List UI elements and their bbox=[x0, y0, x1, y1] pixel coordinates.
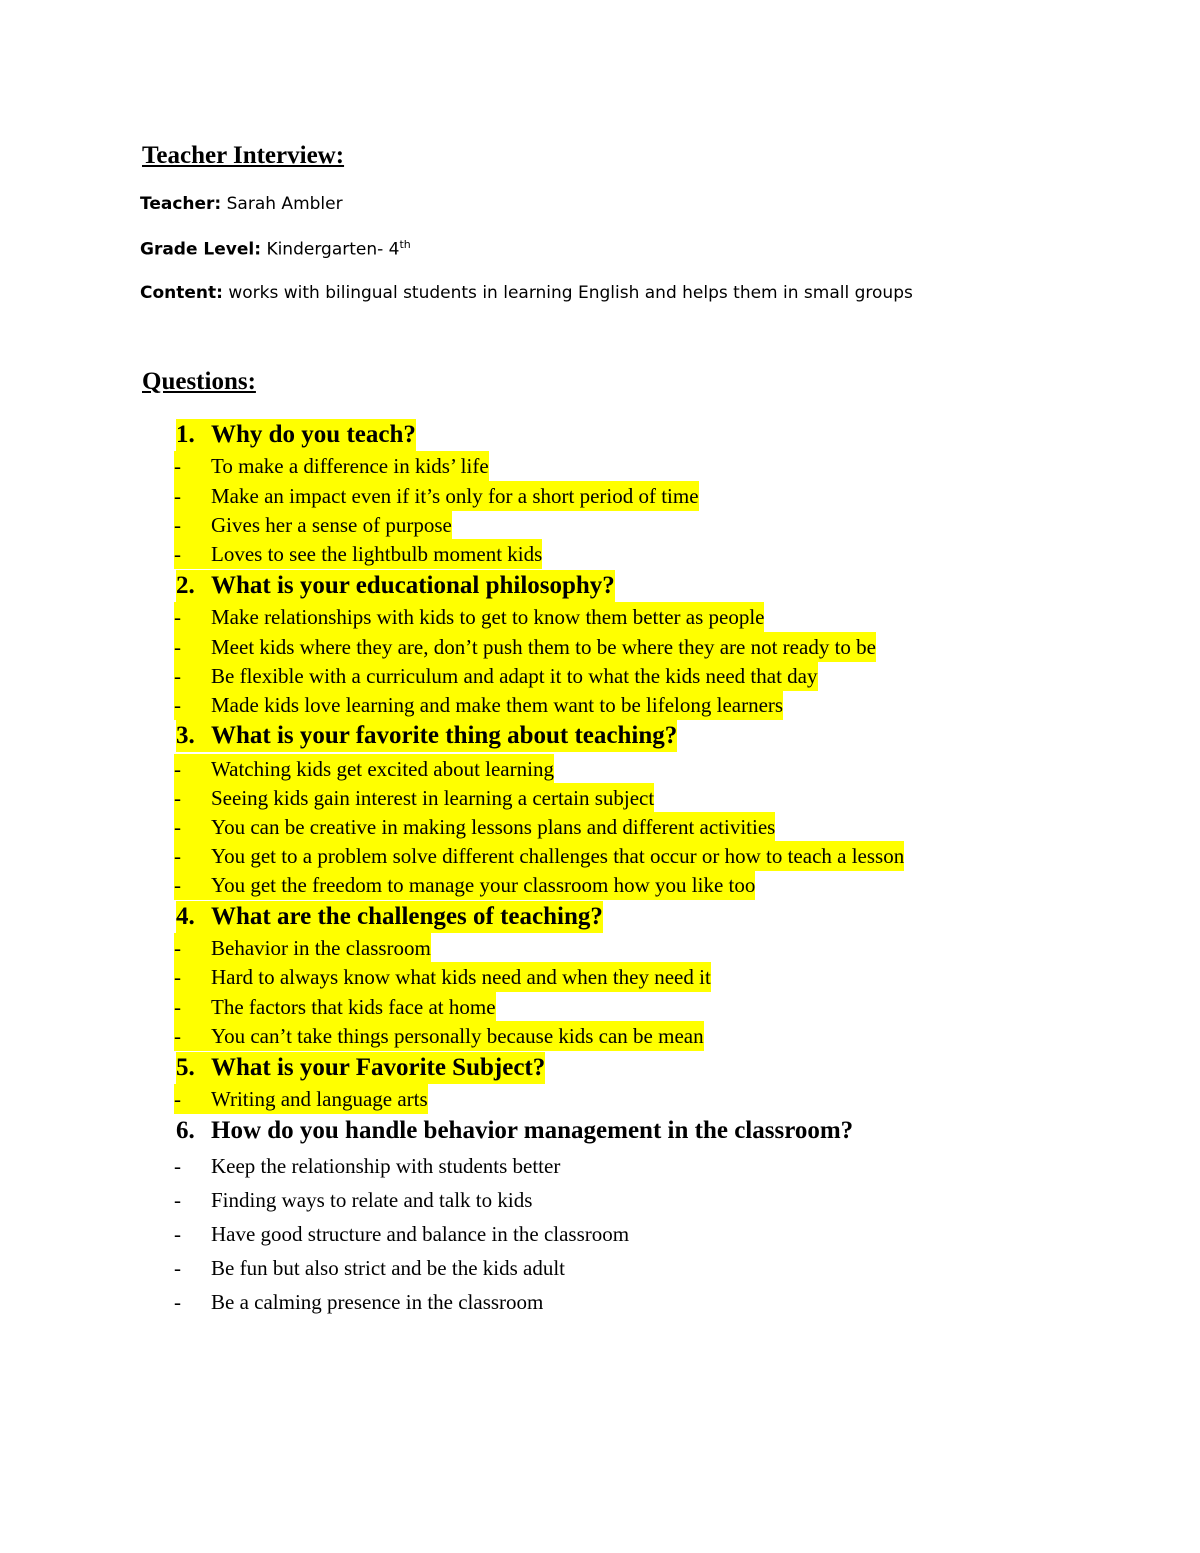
bullet-dash: - bbox=[174, 602, 181, 632]
question-number: 3. bbox=[176, 720, 195, 752]
bullet-dash: - bbox=[174, 632, 181, 662]
bullet-dash: - bbox=[174, 870, 181, 900]
teacher-name: Sarah Ambler bbox=[226, 194, 343, 214]
answer-text: To make a difference in kids’ life bbox=[211, 451, 489, 481]
bullet-dash: - bbox=[174, 451, 181, 481]
answer-text: Be flexible with a curriculum and adapt it to what the kids need that day bbox=[211, 661, 818, 691]
bullet-dash: - bbox=[174, 754, 181, 784]
question-number: 5. bbox=[176, 1052, 195, 1084]
grade-level-label: Grade Level: bbox=[140, 239, 262, 260]
teacher-label: Teacher: bbox=[140, 194, 222, 214]
answer-text: You get to a problem solve different challenges that occur or how to teach a lesson bbox=[211, 841, 904, 871]
bullet-dash: - bbox=[174, 1021, 181, 1051]
question-text: What are the challenges of teaching? bbox=[211, 901, 603, 933]
question-number: 4. bbox=[176, 901, 195, 933]
answer-text: The factors that kids face at home bbox=[211, 992, 496, 1022]
answer-text: Have good structure and balance in the classroom bbox=[211, 1222, 630, 1246]
answer-text: You get the freedom to manage your classroom how you like too bbox=[211, 870, 755, 900]
bullet-dash: - bbox=[174, 812, 181, 842]
answer-text: Finding ways to relate and talk to kids bbox=[211, 1188, 533, 1212]
grade-level-sup: th bbox=[399, 238, 411, 251]
bullet-dash: - bbox=[174, 1154, 181, 1178]
answer-text: Hard to always know what kids need and when they need it bbox=[211, 962, 711, 992]
question-number: 2. bbox=[176, 570, 195, 602]
answer-text: Seeing kids gain interest in learning a certain subject bbox=[211, 783, 654, 813]
content-label: Content: bbox=[140, 283, 223, 303]
answer-text: Gives her a sense of purpose bbox=[211, 510, 452, 540]
bullet-dash: - bbox=[174, 841, 181, 871]
answer-text: You can’t take things personally because kids can be mean bbox=[211, 1021, 704, 1051]
answer-text: Made kids love learning and make them want to be lifelong learners bbox=[211, 690, 783, 720]
answer-text: Loves to see the lightbulb moment kids bbox=[211, 539, 542, 569]
question-text: Why do you teach? bbox=[211, 419, 416, 451]
bullet-dash: - bbox=[174, 539, 181, 569]
question-text: What is your educational philosophy? bbox=[211, 570, 615, 602]
bullet-dash: - bbox=[174, 1290, 181, 1314]
question-text: How do you handle behavior management in the classroom? bbox=[211, 1117, 854, 1144]
grade-level-value: Kindergarten- 4 bbox=[266, 239, 400, 260]
teacher-line bbox=[140, 194, 343, 214]
bullet-dash: - bbox=[174, 1188, 181, 1212]
bullet-dash: - bbox=[174, 1084, 181, 1114]
bullet-dash: - bbox=[174, 661, 181, 691]
question-number: 1. bbox=[176, 419, 195, 451]
grade-level-line bbox=[140, 238, 411, 260]
document-title: Teacher Interview: bbox=[142, 142, 345, 169]
bullet-dash: - bbox=[174, 1256, 181, 1280]
content-line bbox=[140, 283, 913, 303]
bullet-dash: - bbox=[174, 783, 181, 813]
question-number: 6. bbox=[176, 1117, 195, 1144]
answer-text: Behavior in the classroom bbox=[211, 933, 431, 963]
bullet-dash: - bbox=[174, 992, 181, 1022]
questions-heading: Questions: bbox=[142, 368, 256, 395]
bullet-dash: - bbox=[174, 481, 181, 511]
answer-text: Keep the relationship with students better bbox=[211, 1154, 561, 1178]
answer-text: Watching kids get excited about learning bbox=[211, 754, 554, 784]
answer-text: You can be creative in making lessons plans and different activities bbox=[211, 812, 775, 842]
answer-text: Be a calming presence in the classroom bbox=[211, 1290, 544, 1314]
bullet-dash: - bbox=[174, 933, 181, 963]
answer-text: Be fun but also strict and be the kids adult bbox=[211, 1256, 566, 1280]
answer-text: Meet kids where they are, don’t push them to be where they are not ready to be bbox=[211, 632, 876, 662]
answer-text: Make relationships with kids to get to know them better as people bbox=[211, 602, 764, 632]
bullet-dash: - bbox=[174, 962, 181, 992]
bullet-dash: - bbox=[174, 510, 181, 540]
content-value: works with bilingual students in learning English and helps them in small groups bbox=[228, 283, 913, 303]
question-text: What is your favorite thing about teaching? bbox=[211, 720, 677, 752]
answer-text: Writing and language arts bbox=[211, 1084, 428, 1114]
answer-text: Make an impact even if it’s only for a short period of time bbox=[211, 481, 699, 511]
question-text: What is your Favorite Subject? bbox=[211, 1052, 545, 1084]
bullet-dash: - bbox=[174, 1222, 181, 1246]
bullet-dash: - bbox=[174, 690, 181, 720]
